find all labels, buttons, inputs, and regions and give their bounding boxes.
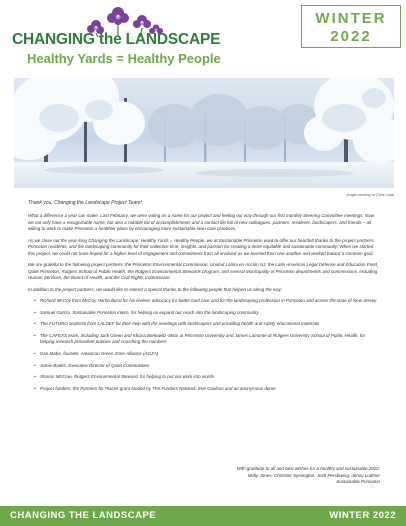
greeting: Thank you, Changing the Landscape Project Team! [28,200,142,206]
list-item: • Samuel Garcia, Sustainable Princeton intern, for helping us expand our reach into the landscaping community [34,310,380,317]
photo-credit: Image courtesy of Chris Cobb [346,193,394,197]
thanks-list [34,298,380,392]
list-item: • Richard McCoy from McCoy Horticultural for his tireless advocacy for better land care and for the landscaping profession in Princeton and across the state of New Jersey [34,298,380,305]
issue-badge [301,5,401,48]
letter-body [28,200,380,397]
signoff [140,466,380,486]
paragraph: As we close out the year-long Changing the Landscape: Healthy Yards = Healthy People, we at Sustainable Princeton want to offer our heartfelt thanks to the project partners, Princeton residents, and the landscaping community for their collective time, insights, and passion for creating a more equitable and sustainable community. When we started this project, we could not have hoped for a higher level of engagement and commitment from all involved as we learned from one another and worked toward a common goal. [28,237,375,256]
signoff-org: Sustainable Princeton [336,479,380,485]
footer-bar [0,506,406,526]
paragraph: What a difference a year can make. Last February, we were voting on a name for our project and feeling our way through our first monthly Steering Committee meetings. Now, we not only have a recognizable name, but also a notable list of accomplishments and a contact file full of new colleagues, partners, residents, landscapers, and friends – all willing to work to make Princeton a healthier place by encouraging more sustainable lawn care practices. [28,213,375,232]
list-item: • Sharon McCrae, Rutgers Environmental Steward, for helping to put our work into words [34,374,380,381]
paragraph: In addition to the project partners, we would like to extend a special thanks to the following people that helped us along the way: [28,286,283,292]
list-item: • Dan Mabe, founder, American Green Zone Alliance (AGZA) [34,351,380,358]
issue-season: WINTER [315,10,387,27]
signoff-line: With gratitude to all and best wishes for a healthy and sustainable 2022, [236,466,380,471]
footer-title: CHANGING THE LANDSCAPE [10,510,157,521]
signoff-names: Molly Jones, Christine Symington, Josh Persbwerg, Jenny Ludmer [247,472,380,478]
paragraph: We are grateful to the following project partners: the Princeton Environmental Commission, Unidad Latina en Acción NJ, the Latin American Legal Defense and Education Fund, Quiet Princeton, Rutgers School of Public Health, the Rutgers Environmental Stewards program, and several Municipality of Princeton departments and commissions, including Human Services, the Board of Health, and the Civil Rights Commission. [28,262,379,281]
list-item: • Project funders: the Partners for Places grant funded by The Funders Network, Eve Coulson and an anonymous donor [34,386,380,393]
list-item: • The CAFEXS team, including Jack Green and Khiara Berkowitz-Sklar at Princeton University and James Lamonte at Rutgers University School of Public Health, for helping research precedent policies and crunching the numbers [34,333,380,346]
masthead-subtitle: Healthy Yards = Healthy People [27,51,221,66]
footer-issue: WINTER 2022 [329,510,396,521]
issue-year: 2022 [330,28,372,45]
masthead [0,0,406,76]
list-item: • The FUTURO students from LALDEF for their help with the meetings with landscapers and providing health and safety educational materials [34,321,380,328]
masthead-title: CHANGING the LANDSCAPE [12,31,221,48]
snow-covered-trees-photo [14,78,394,188]
list-item: • Jamie Banks, Executive Director of Quiet Communities [34,363,380,370]
